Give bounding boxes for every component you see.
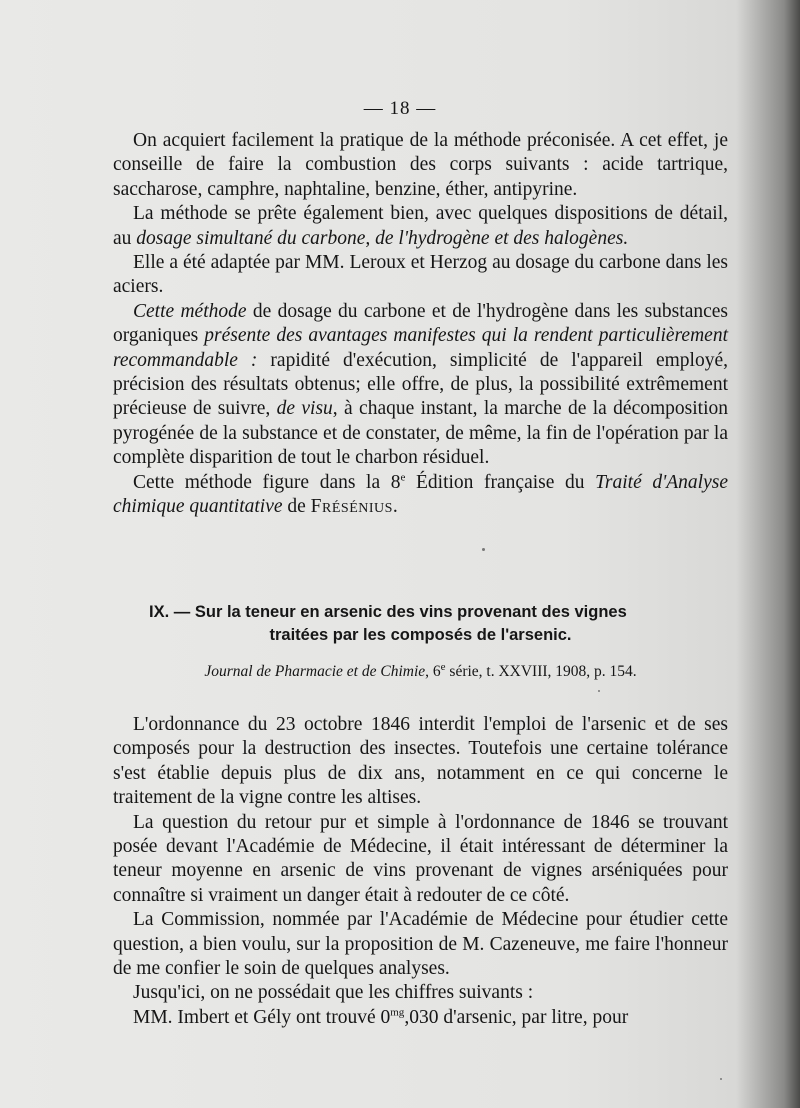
series-number: 6 bbox=[432, 663, 441, 680]
paragraph bbox=[113, 471, 728, 520]
paragraph bbox=[113, 981, 728, 1005]
print-speck bbox=[598, 690, 600, 692]
paragraph bbox=[113, 713, 728, 811]
paragraph-text: . bbox=[392, 496, 398, 518]
paragraph-text: de dosage du carbone et de l'hydrogène dans les substances organiques bbox=[113, 300, 728, 347]
paragraph-text: MM. Imbert et Gély ont trouvé 0 bbox=[133, 1006, 391, 1028]
paragraph bbox=[113, 811, 728, 909]
italic-text: Cette méthode bbox=[133, 300, 247, 322]
print-speck bbox=[482, 548, 485, 551]
superscript: e bbox=[400, 471, 406, 484]
text-block-top bbox=[113, 129, 728, 520]
paragraph bbox=[113, 129, 728, 202]
text-block-bottom bbox=[113, 713, 728, 1030]
paragraph bbox=[113, 908, 728, 981]
paragraph-text: , à chaque instant, la marche de la décomposition pyrogénée de la substance et de constater, de même, la fin de l'opération par la complète disparition de tout le charbon résiduel. bbox=[113, 398, 728, 469]
paragraph bbox=[113, 202, 728, 251]
paragraph bbox=[113, 1006, 728, 1030]
paragraph-text: Cette méthode figure dans la 8 bbox=[133, 471, 401, 493]
author-name: Frésénius bbox=[310, 496, 393, 518]
italic-text: dosage simultané du carbone, de l'hydrogène et des halogènes. bbox=[136, 227, 629, 249]
paragraph bbox=[113, 251, 728, 300]
paragraph-text: On acquiert facilement la pratique de la méthode préconisée. A cet effet, je conseille de faire la combustion des corps suivants : acide tartrique, saccharose, camphre, naphtaline, benzine, éther, antipyrine. bbox=[113, 130, 728, 200]
paragraph-text: La Commission, nommée par l'Académie de Médecine pour étudier cette question, a bien voulu, sur la proposition de M. Cazeneuve, me faire l'honneur de me confier le soin de quelques analyses. bbox=[113, 909, 728, 980]
section-number: IX. bbox=[149, 603, 170, 621]
paragraph-text: de bbox=[282, 496, 311, 518]
citation-details: série, t. XXVIII, 1908, p. 154. bbox=[445, 663, 637, 680]
paragraph-text: La question du retour pur et simple à l'ordonnance de 1846 se trouvant posée devant l'Académie de Médecine, il était intéressant de déterminer la teneur moyenne en arsenic de vins provenant de vignes arséniquées pour connaître si vraiment un danger était à redouter de ce côté. bbox=[113, 811, 728, 906]
section-title-line: — Sur la teneur en arsenic des vins provenant des vignes bbox=[173, 603, 627, 621]
section-heading bbox=[113, 601, 728, 647]
paragraph-text: Édition française du bbox=[405, 471, 596, 493]
paragraph-text: Elle a été adaptée par MM. Leroux et Herzog au dosage du carbone dans les aciers. bbox=[113, 252, 728, 298]
italic-text: de visu bbox=[276, 398, 333, 420]
italic-text: présente des avantages manifestes qui la rendent particulièrement recommandable : bbox=[113, 325, 728, 371]
paragraph bbox=[113, 300, 728, 471]
page-number: — 18 — bbox=[363, 98, 437, 119]
superscript: mg bbox=[390, 1006, 405, 1019]
paragraph-text: La méthode se prête également bien, avec quelques dispositions de détail, au bbox=[113, 203, 728, 249]
paragraph-text: rapidité d'exécution, simplicité de l'appareil employé, précision des résultats obtenus; elle offre, de plus, la possibilité extrêmement précieuse de suivre, bbox=[113, 349, 729, 420]
book-title: Traité d'Analyse chimique quantitative bbox=[113, 471, 729, 518]
paragraph-text: L'ordonnance du 23 octobre 1846 interdit l'emploi de l'arsenic et de ses composés pour la destruction des insectes. Toutefois une certaine tolérance s'est établie depuis plus de dix ans, notamment en ce qui concerne le traitement de la vigne contre les altises. bbox=[113, 714, 728, 809]
journal-title: Journal de Pharmacie et de Chimie bbox=[204, 663, 426, 680]
print-speck bbox=[720, 1078, 722, 1080]
paragraph-text: Jusqu'ici, on ne possédait que les chiffres suivants : bbox=[133, 982, 534, 1004]
paragraph-text: ,030 d'arsenic, par litre, pour bbox=[404, 1006, 629, 1028]
journal-citation bbox=[113, 660, 728, 681]
superscript: e bbox=[440, 660, 446, 673]
section-title-line: traitées par les composés de l'arsenic. bbox=[269, 626, 572, 644]
citation-separator: , bbox=[425, 663, 433, 680]
